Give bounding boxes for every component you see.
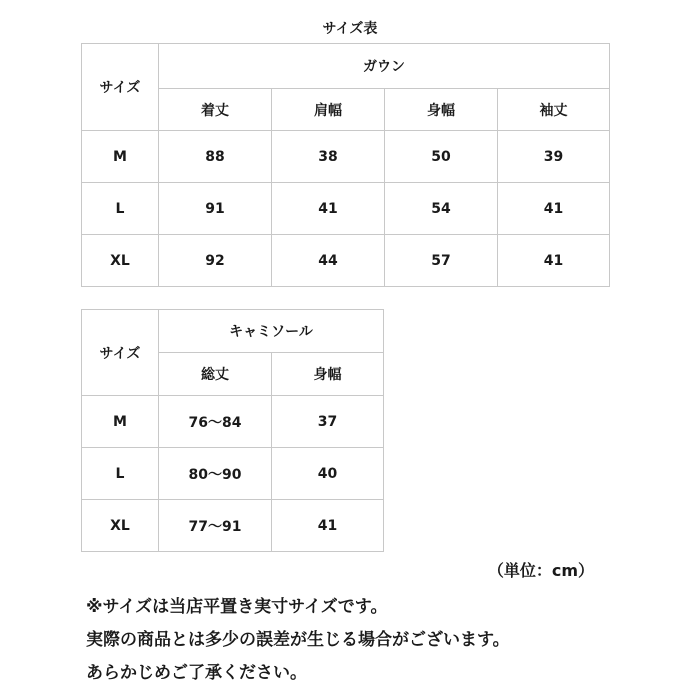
value-cell: 77～91 — [159, 500, 272, 552]
value-cell: 41 — [272, 500, 384, 552]
column-header: 身幅 — [385, 89, 498, 131]
size-header: サイズ — [82, 310, 159, 396]
value-cell: 37 — [272, 396, 384, 448]
value-cell: 41 — [272, 183, 385, 235]
table-row — [82, 448, 384, 500]
column-header: 袖丈 — [498, 89, 610, 131]
value-cell: 38 — [272, 131, 385, 183]
column-header: 身幅 — [272, 353, 384, 396]
column-header: 着丈 — [159, 89, 272, 131]
camisole-size-table — [81, 309, 384, 552]
table-row — [82, 396, 384, 448]
size-cell: M — [82, 396, 159, 448]
page-title: サイズ表 — [322, 21, 378, 37]
value-cell: 92 — [159, 235, 272, 287]
value-cell: 41 — [498, 183, 610, 235]
value-cell: 91 — [159, 183, 272, 235]
size-cell: M — [82, 131, 159, 183]
size-header: サイズ — [82, 44, 159, 131]
value-cell: 41 — [498, 235, 610, 287]
size-cell: L — [82, 448, 159, 500]
table-row — [82, 235, 610, 287]
value-cell: 44 — [272, 235, 385, 287]
note-line: ※サイズは当店平置き実寸サイズです。 — [86, 597, 388, 617]
column-header: 総丈 — [159, 353, 272, 396]
gown-header: ガウン — [159, 44, 610, 89]
gown-size-table — [81, 43, 610, 287]
value-cell: 80～90 — [159, 448, 272, 500]
note-line: 実際の商品とは多少の誤差が生じる場合がございます。 — [86, 630, 510, 650]
value-cell: 54 — [385, 183, 498, 235]
value-cell: 88 — [159, 131, 272, 183]
value-cell: 39 — [498, 131, 610, 183]
table-row — [82, 500, 384, 552]
value-cell: 76～84 — [159, 396, 272, 448]
size-cell: XL — [82, 500, 159, 552]
size-cell: L — [82, 183, 159, 235]
table-row — [82, 183, 610, 235]
value-cell: 40 — [272, 448, 384, 500]
value-cell: 50 — [385, 131, 498, 183]
table-row — [82, 131, 610, 183]
value-cell: 57 — [385, 235, 498, 287]
note-line: あらかじめご了承ください。 — [86, 663, 307, 683]
camisole-header: キャミソール — [159, 310, 384, 353]
column-header: 肩幅 — [272, 89, 385, 131]
size-cell: XL — [82, 235, 159, 287]
unit-label: （単位：cm） — [487, 561, 594, 580]
